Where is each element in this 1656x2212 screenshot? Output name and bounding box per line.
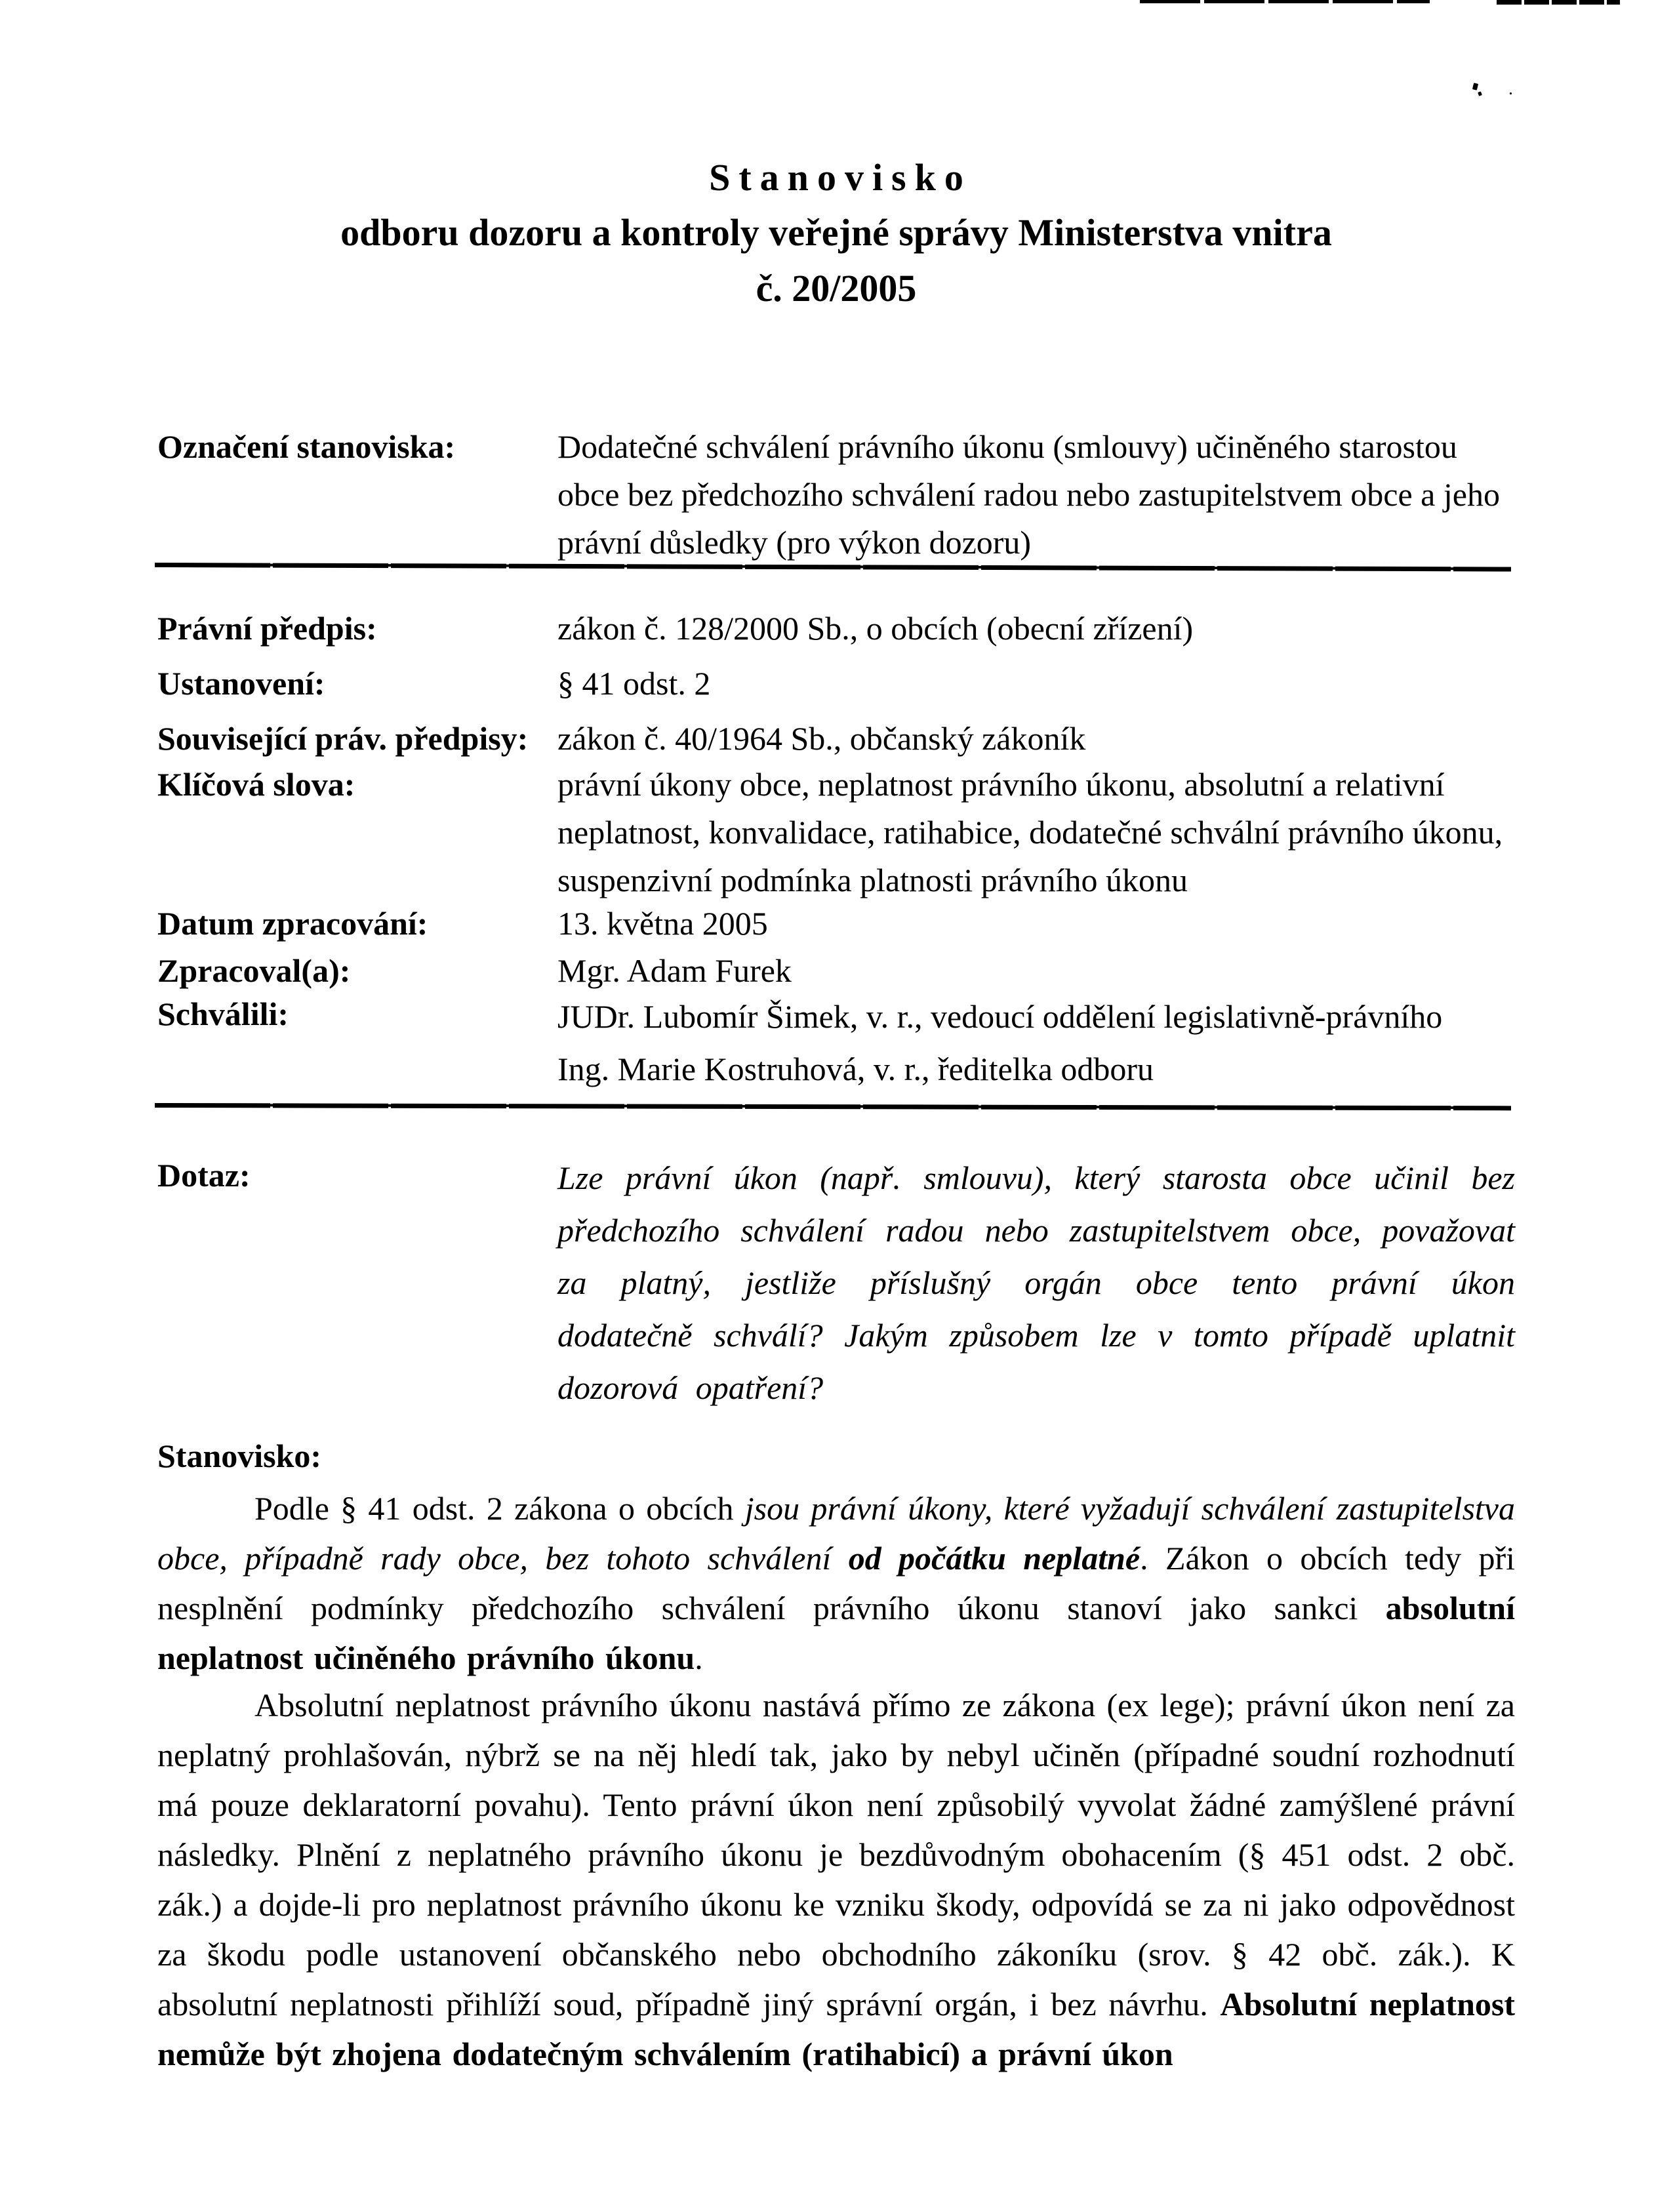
meta-label: Ustanovení: — [157, 665, 325, 702]
scan-artifact-top-line-right — [1497, 0, 1620, 5]
meta-label: Klíčová slova: — [157, 766, 355, 803]
dotaz-row — [157, 1152, 1515, 1414]
meta-label: Schválili: — [157, 995, 289, 1032]
meta-label: Právní předpis: — [157, 610, 377, 647]
scan-artifact-speck — [1478, 91, 1482, 96]
para1-text-bold-italic: od počátku neplatné — [848, 1540, 1141, 1577]
para1-text-regular: . Zákon o obcích tedy při nesplnění podmínky předchozího schválení právního úkonu stanoví jako sankci — [157, 1540, 1515, 1626]
dotaz-text: Lze právní úkon (např. smlouvu), který starosta obce učinil bez předchozího schválení radou nebo zastupitelstvem obce, považovat za platný, jestliže příslušný orgán obce tento právní úkon dodatečně schválí? Jakým způsobem lze v tomto případě uplatnit dozorová opatření? — [557, 1159, 1515, 1406]
meta-label: Související práv. předpisy: — [157, 720, 529, 757]
meta-value: zákon č. 128/2000 Sb., o obcích (obecní zřízení) — [557, 610, 1194, 647]
meta-value: Mgr. Adam Furek — [557, 952, 792, 989]
meta-row-datum-zpracovani — [157, 900, 1515, 948]
approver-name: JUDr. Lubomír Šimek, v. r., vedoucí oddělení legislativně-právního — [557, 998, 1443, 1035]
meta-row-pravni-predpis — [157, 605, 1515, 653]
approver-name: Ing. Marie Kostruhová, v. r., ředitelka odboru — [557, 1051, 1154, 1087]
document-subtitle: odboru dozoru a kontroly veřejné správy Ministerstva vnitra — [340, 211, 1332, 254]
meta-row-schvalili — [157, 990, 1515, 1095]
meta-value — [557, 990, 1515, 1095]
meta-row-souvisejici-predpisy — [157, 715, 1515, 763]
para2-text-regular: Absolutní neplatnost právního úkonu nastává přímo ze zákona (ex lege); právní úkon není za neplatný prohlašován, nýbrž se na něj hledí tak, jako by nebyl učiněn (případné soudní rozhodnutí má pouze deklaratorní povahu). Tento právní úkon není způsobilý vyvolat žádné zamýšlené právní následky. Plnění z neplatného právního úkonu je bezdůvodným obohacením (§ 451 odst. 2 obč. zák.) a dojde-li pro neplatnost právního úkonu ke vzniku škody, odpovídá se za ni jako odpovědnost za škodu podle ustanovení občanského nebo obchodního zákoníku (srov. § 42 obč. zák.). K absolutní neplatnosti přihlíží soud, případně jiný správní orgán, i bez návrhu. — [157, 1687, 1515, 2022]
meta-value: Dodatečné schválení právního úkonu (smlouvy) učiněného starostou obce bez předchozího schválení radou nebo zastupitelstvem obce a jeho právní důsledky (pro výkon dozoru) — [557, 428, 1500, 561]
para1-text-italic: jsou právní úkony, které vyžadují schválení zastupitelstva obce, případně rady obce, bez tohoto schválení — [157, 1490, 1515, 1577]
para1-text-regular: . — [695, 1639, 703, 1676]
scan-artifact-top-line-left — [1140, 0, 1430, 3]
document-title: Stanovisko — [709, 156, 972, 199]
stanovisko-paragraph-1 — [157, 1483, 1515, 1683]
meta-value: zákon č. 40/1964 Sb., občanský zákoník — [557, 720, 1086, 757]
para1-text-bold: absolutní neplatnost učiněného právního úkonu — [157, 1590, 1515, 1676]
scan-artifact-speck — [1472, 83, 1478, 90]
meta-value: právní úkony obce, neplatnost právního úkonu, absolutní a relativní neplatnost, konvalidace, ratihabice, dodatečné schvální právního úkonu, suspenzivní podmínka platnosti právního úkonu — [557, 766, 1503, 898]
document-number: č. 20/2005 — [756, 267, 917, 310]
stanovisko-paragraph-2 — [157, 1680, 1515, 2079]
dotaz-label: Dotaz: — [157, 1157, 251, 1194]
meta-value: § 41 odst. 2 — [557, 665, 711, 702]
meta-label: Zpracoval(a): — [157, 952, 351, 989]
meta-value: 13. května 2005 — [557, 905, 768, 942]
meta-row-klicova-slova — [157, 761, 1515, 904]
para2-text-bold: Absolutní neplatnost nemůže být zhojena dodatečným schválením (ratihabicí) a právní úkon — [157, 1986, 1515, 2072]
meta-row-zpracoval — [157, 947, 1515, 995]
stanovisko-heading: Stanovisko: — [157, 1438, 322, 1474]
meta-label: Označení stanoviska: — [157, 428, 456, 465]
meta-label: Datum zpracování: — [157, 905, 428, 942]
meta-row-oznaceni-stanoviska — [157, 423, 1515, 567]
para1-text-regular: Podle § 41 odst. 2 zákona o obcích — [254, 1490, 745, 1527]
scan-artifact-speck — [1510, 92, 1512, 94]
horizontal-rule — [155, 1103, 1511, 1110]
meta-row-ustanoveni — [157, 660, 1515, 708]
